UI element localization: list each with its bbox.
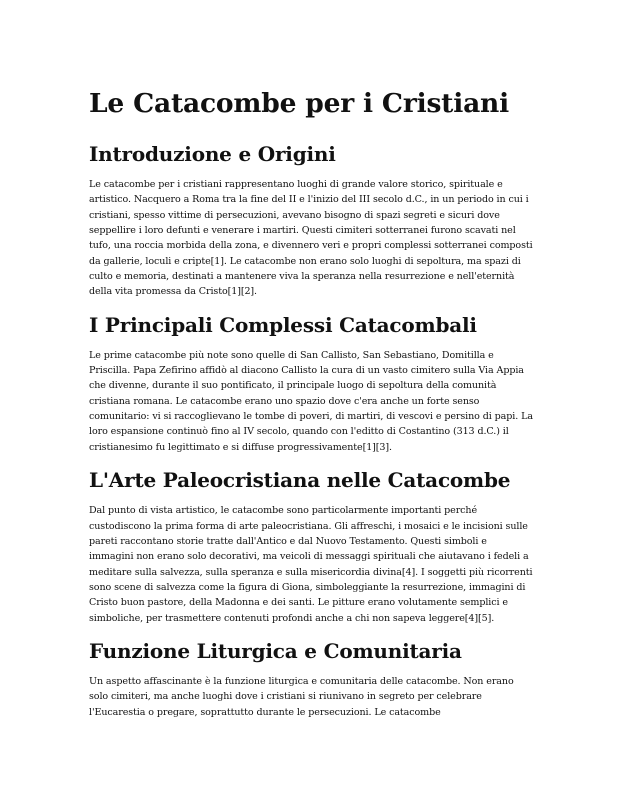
section-heading-arte: L'Arte Paleocristiana nelle Catacombe [89, 468, 511, 493]
section-body-introduzione: Le catacombe per i cristiani rappresentano luoghi di grande valore storico, spirituale e artistico. Nacquero a Roma tra la fine del II e l'inizio del III secolo d.C., in un periodo in cui i cristiani, spesso vittime di persecuzioni, avevano bisogno di spazi segreti e sicuri dove seppellire i loro defunti e venerare i martiri. Questi cimiteri sotterranei furono scavati nel tufo, una roccia morbida della zona, e divennero veri e propri complessi sotterranei composti da gallerie, loculi e cripte[1]. Le catacombe non erano solo luoghi di sepoltura, ma spazi di culto e memoria, destinati a mantenere viva la speranza nella resurrezione e nell'eternità della vita promessa da Cristo[1][2]. [89, 179, 533, 298]
section-body-complessi: Le prime catacombe più note sono quelle di San Callisto, San Sebastiano, Domitilla e Priscilla. Papa Zefirino affidò al diacono Callisto la cura di un vasto cimitero sulla Via Appia che divenne, durante il suo pontificato, il principale luogo di sepoltura della comunità cristiana romana. Le catacombe erano uno spazio dove c'era anche un forte senso comunitario: vi si raccoglievano le tombe di poveri, di martiri, di vescovi e persino di papi. La loro espansione continuò fino al IV secolo, quando con l'editto di Costantino (313 d.C.) il cristianesimo fu legittimato e si diffuse progressivamente[1][3]. [89, 349, 533, 453]
section-heading-introduzione: Introduzione e Origini [89, 142, 336, 166]
section-body-arte: Dal punto di vista artistico, le catacombe sono particolarmente importanti perché custodiscono la prima forma di arte paleocristiana. Gli affreschi, i mosaici e le incisioni sulle pareti raccontano storie tratte dall'Antico e dal Nuovo Testamento. Questi simboli e immagini non erano solo decorativi, ma veicoli di messaggi spirituali che aiutavano i fedeli a meditare sulla salvezza, sulla speranza e sulla misericordia divina[4]. I soggetti più ricorrenti sono scene di salvezza come la figura di Giona, simboleggiante la resurrezione, immagini di Cristo buon pastore, della Madonna e dei santi. Le pitture erano volutamente semplici e simboliche, per trasmettere contenuti profondi anche a chi non sapeva leggere[4][5]. [89, 505, 533, 624]
section-body-funzione: Un aspetto affascinante è la funzione liturgica e comunitaria delle catacombe. Non erano solo cimiteri, ma anche luoghi dove i cristiani si riunivano in segreto per celebrare l'Eucarestia o pregare, soprattutto durante le persecuzioni. Le catacombe [89, 675, 514, 718]
section-heading-funzione: Funzione Liturgica e Comunitaria [89, 638, 462, 663]
section-heading-complessi: I Principali Complessi Catacombali [89, 312, 477, 337]
document-page [89, 86, 534, 731]
document-title: Le Catacombe per i Cristiani [89, 88, 509, 119]
